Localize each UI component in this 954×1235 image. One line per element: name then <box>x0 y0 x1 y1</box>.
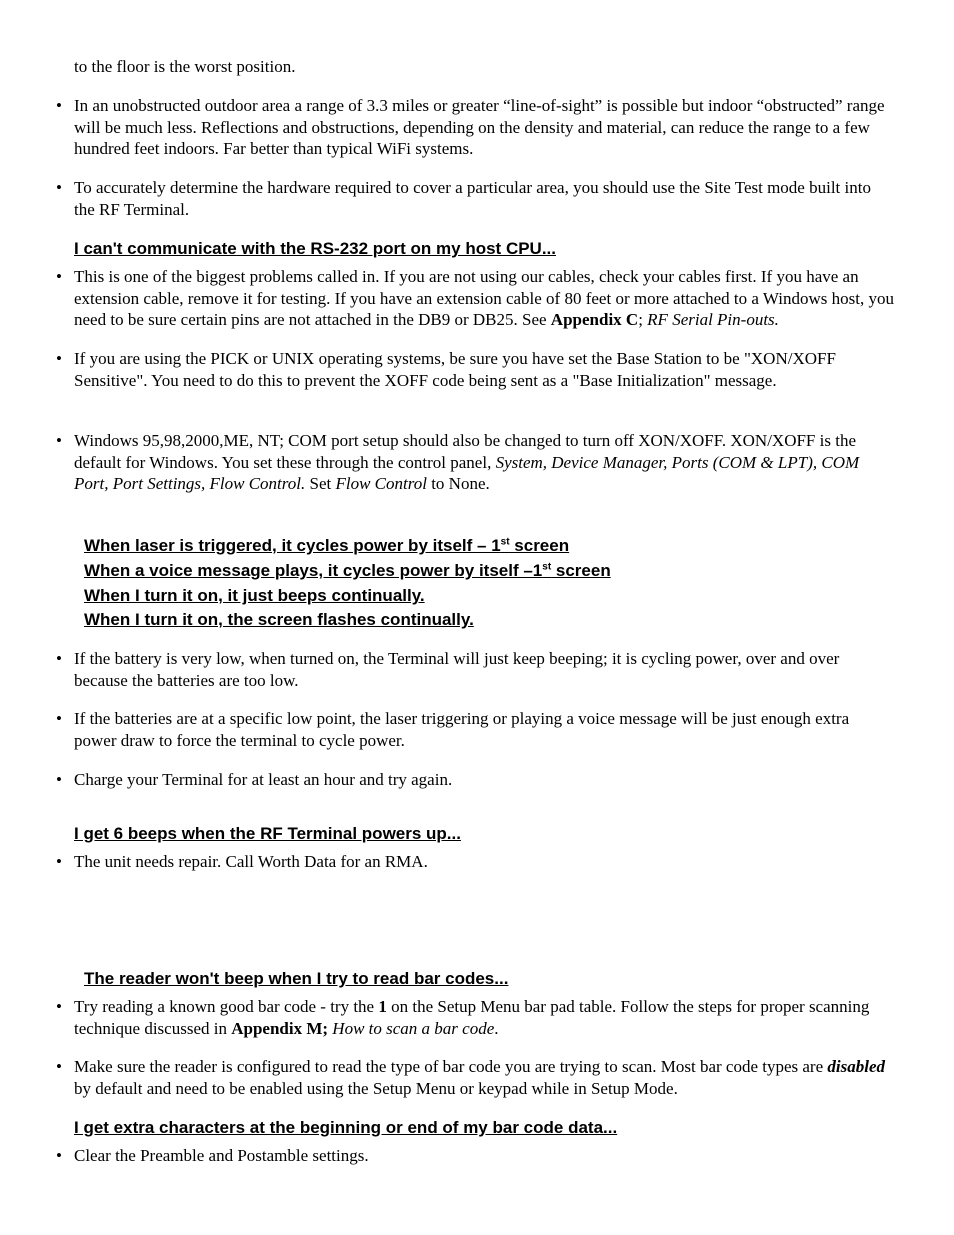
list-item: • The unit needs repair. Call Worth Data for an RMA. <box>56 851 894 873</box>
section-heading-reader-no-beep: The reader won't beep when I try to read bar codes... <box>84 969 509 988</box>
list-item: • Windows 95,98,2000,ME, NT; COM port setup should also be changed to turn off XON/XOFF. XON/XOFF is the default for Windows. You set these through the control panel, System, Device Manager, Ports (COM & LPT), COM Port, Port Settings, Flow Control. Set Flow Control to None. <box>56 430 894 495</box>
list-item: • Charge your Terminal for at least an hour and try again. <box>56 769 894 791</box>
section-heading-screen-flashes: When I turn it on, the screen flashes continually. <box>84 610 474 629</box>
section-heading-rs232: I can't communicate with the RS-232 port on my host CPU... <box>74 239 557 258</box>
list-item: • To accurately determine the hardware required to cover a particular area, you should use the Site Test mode built into the RF Terminal. <box>56 177 894 220</box>
section-heading-extra-characters: I get extra characters at the beginning or end of my bar code data... <box>74 1118 618 1137</box>
section-heading-six-beeps: I get 6 beeps when the RF Terminal powers up... <box>74 824 461 843</box>
list-item: • If the battery is very low, when turned on, the Terminal will just keep beeping; it is cycling power, over and over because the batteries are too low. <box>56 648 894 691</box>
list-item: • In an unobstructed outdoor area a range of 3.3 miles or greater “line-of-sight” is possible but indoor “obstructed” range will be much less. Reflections and obstructions, depending on the density and material, can reduce the range to a few hundred feet indoors. Far better than typical WiFi systems. <box>56 95 894 160</box>
list-item: • Make sure the reader is configured to read the type of bar code you are trying to scan. Most bar code types are disabled by default and need to be enabled using the Setup Menu or keypad while in Setup Mode. <box>56 1056 894 1099</box>
intro-continuation: to the floor is the worst position. <box>74 57 296 76</box>
list-item: • Try reading a known good bar code - try the 1 on the Setup Menu bar pad table. Follow the steps for proper scanning technique discussed in Appendix M; How to scan a bar code. <box>56 996 894 1039</box>
list-item: • Clear the Preamble and Postamble settings. <box>56 1145 894 1167</box>
section-heading-laser-power: When laser is triggered, it cycles power by itself – 1st screen <box>84 536 570 555</box>
list-item: • This is one of the biggest problems called in. If you are not using our cables, check your cables first. If you have an extension cable, remove it for testing. If you have an extension cable of 80 feet or more attached to a Windows host, you need to be sure certain pins are not attached in the DB9 or DB25. See Appendix C; RF Serial Pin-outs. <box>56 266 894 331</box>
list-item: • If the batteries are at a specific low point, the laser triggering or playing a voice message will be just enough extra power draw to force the terminal to cycle power. <box>56 708 894 751</box>
section-heading-voice-power: When a voice message plays, it cycles power by itself –1st screen <box>84 561 611 580</box>
section-heading-beeps-continually: When I turn it on, it just beeps continually. <box>84 586 425 605</box>
list-item: • If you are using the PICK or UNIX operating systems, be sure you have set the Base Station to be "XON/XOFF Sensitive". You need to do this to prevent the XOFF code being sent as a "Base Initialization" message. <box>56 348 894 391</box>
